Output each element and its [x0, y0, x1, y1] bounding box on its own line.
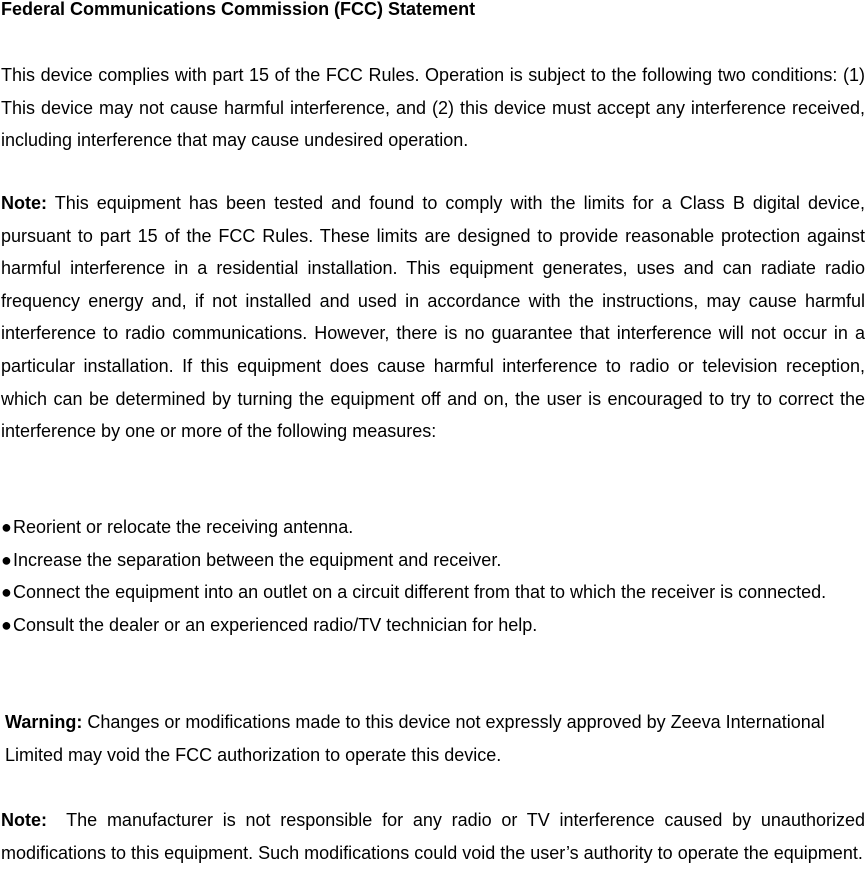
measures-list — [1, 511, 865, 641]
measure-text: Reorient or relocate the receiving antenna. — [13, 517, 354, 537]
measure-text: Consult the dealer or an experienced radio/TV technician for help. — [13, 614, 538, 635]
list-item — [1, 609, 865, 642]
page-title: Federal Communications Commission (FCC) Statement — [1, 0, 476, 19]
note-text: This equipment has been tested and found to comply with the limits for a Class B digital device, pursuant to part 15 of the FCC Rules. These limits are designed to provide reasonable protection against harmful interference in a residential installation. This equipment generates, uses and can radiate radio frequency energy and, if not installed and used in accordance with the instructions, may cause harmful interference to radio communications. However, there is no guarantee that interference will not occur in a particular installation. If this equipment does cause harmful interference to radio or television reception, which can be determined by turning the equipment off and on, the user is encouraged to try to correct the interference by one or more of the following measures: — [1, 193, 865, 442]
list-item — [1, 576, 865, 609]
list-item — [1, 544, 865, 577]
warning-paragraph — [5, 706, 855, 771]
bullet-icon: ● — [1, 549, 12, 570]
note-label: Note: — [1, 193, 47, 213]
measure-text: Connect the equipment into an outlet on a circuit different from that to which the receiver is connected. — [13, 582, 827, 603]
measure-text: Increase the separation between the equipment and receiver. — [13, 549, 502, 570]
warning-label: Warning: — [5, 712, 83, 732]
note-label: Note: — [1, 810, 47, 830]
bullet-icon: ● — [1, 517, 12, 537]
warning-text: Changes or modifications made to this device not expressly approved by Zeeva International Limited may void the FCC authorization to operate this device. — [5, 712, 825, 765]
disclaimer-paragraph — [1, 804, 865, 869]
bullet-icon: ● — [1, 614, 12, 635]
list-item — [1, 511, 865, 544]
compliance-paragraph: This device complies with part 15 of the FCC Rules. Operation is subject to the following two conditions: (1) This device may not cause harmful interference, and (2) this device must accept any interference received, including interference that may cause undesired operation. — [1, 65, 865, 151]
note-paragraph — [1, 187, 865, 448]
disclaimer-text: The manufacturer is not responsible for any radio or TV interference caused by unauthorized modifications to this equipment. Such modifications could void the user’s authority to operate the equipment. — [1, 810, 865, 863]
bullet-icon: ● — [1, 582, 12, 603]
